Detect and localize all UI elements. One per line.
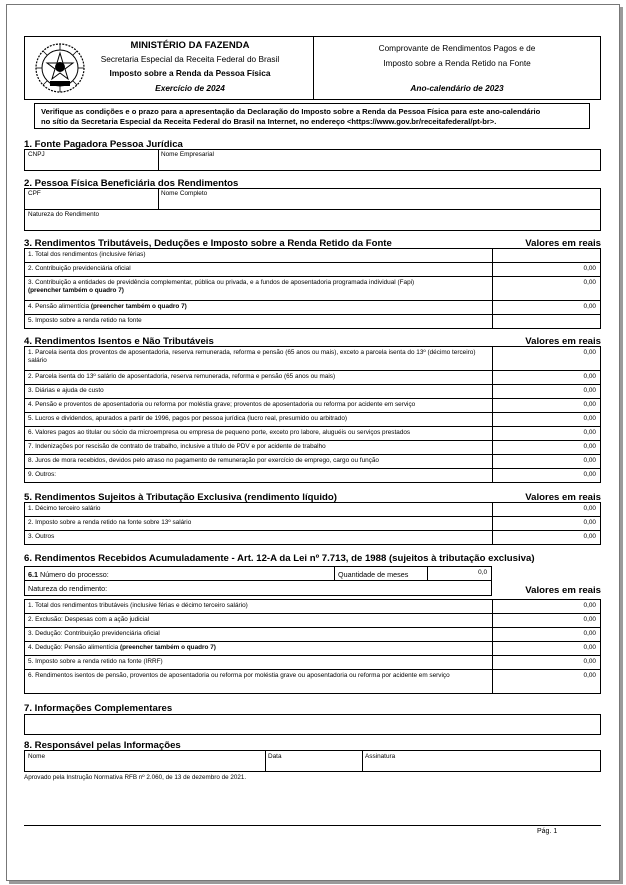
row-description-text: 8. Juros de mora recebidos, devidos pelo atraso no pagamento de remuneração por exercício de emprego, cargo ou função (28, 457, 379, 464)
row-value: 0,00 (583, 672, 596, 679)
value-column-divider (492, 454, 493, 469)
row-value: 0,00 (583, 279, 596, 286)
row-description (28, 373, 490, 381)
exercise-year: Exercício de 2024 (155, 83, 225, 93)
table-row (24, 262, 601, 277)
table-row (24, 314, 601, 329)
value-column-divider (492, 412, 493, 427)
table-row (24, 502, 601, 517)
row-value: 0,00 (583, 443, 596, 450)
tax-name: Imposto sobre a Renda da Pessoa Física (109, 68, 271, 78)
full-name-label: Nome Completo (161, 190, 208, 197)
row-description (28, 672, 490, 680)
row-description-text: 6. Rendimentos isentos de pensão, proventos de aposentadoria ou reforma por moléstia grave ou aposentadoria ou reforma por acidente em serviço (28, 672, 450, 679)
row-description-text: 2. Exclusão: Despesas com a ação judicial (28, 616, 150, 623)
value-column-divider (492, 370, 493, 385)
section7-title: 7. Informações Complementares (24, 703, 173, 714)
row-description (28, 317, 490, 325)
table-row (24, 398, 601, 413)
table-row (24, 641, 601, 656)
row-description (28, 519, 490, 527)
row-value: 0,00 (583, 616, 596, 623)
section4-values-header: Valores em reais (525, 336, 601, 347)
value-column-divider (492, 530, 493, 545)
row-description (28, 616, 490, 624)
value-column-divider (492, 655, 493, 670)
process-box (24, 566, 492, 581)
months-value: 0,0 (478, 569, 487, 576)
row-description-text: 5. Lucros e dividendos, apurados a partir de 1996, pagos por pessoa jurídica (lucro real, presumido ou arbitrado) (28, 415, 348, 422)
row-description-text: 1. Total dos rendimentos tributáveis (inclusive férias e décimo terceiro salário) (28, 602, 248, 609)
cpf-label: CPF (28, 190, 41, 197)
income-nature-box (24, 209, 601, 231)
value-column-divider (492, 314, 493, 329)
row-description-text: 5. Imposto sobre a renda retido na fonte (IRRF) (28, 658, 163, 665)
row-value: 0,00 (583, 457, 596, 464)
row-description (28, 265, 490, 273)
table-row (24, 384, 601, 399)
calendar-year: Ano-calendário de 2023 (410, 83, 504, 93)
notice-box (34, 103, 590, 129)
responsible-name-label: Nome (28, 753, 46, 760)
row-description (28, 602, 490, 610)
row-description-note: (preencher também o quadro 7) (90, 303, 187, 310)
row-description (28, 303, 490, 311)
company-name-label: Nome Empresarial (161, 151, 214, 158)
section5-values-header: Valores em reais (525, 492, 601, 503)
row-description (28, 429, 490, 437)
section3-title: 3. Rendimentos Tributáveis, Deduções e Imposto sobre a Renda Retido da Fonte (24, 238, 392, 249)
row-description-text: 7. Indenizações por rescisão de contrato de trabalho, inclusive a título de PDV e por acidente de trabalho (28, 443, 326, 450)
row-description-text: 6. Valores pagos ao titular ou sócio da microempresa ou empresa de pequeno porte, exceto pro labore, aluguéis ou serviços prestados (28, 429, 411, 436)
row-value: 0,00 (583, 401, 596, 408)
section1-box (24, 149, 601, 171)
header-right-box (313, 36, 601, 100)
value-column-divider (492, 613, 493, 628)
approval-note: Aprovado pela Instrução Normativa RFB nº 2.060, de 13 de dezembro de 2021. (24, 774, 247, 781)
value-column-divider (492, 398, 493, 413)
row-description-text: 9. Outros: (28, 471, 57, 478)
row-description (28, 443, 490, 451)
section3-values-header: Valores em reais (525, 238, 601, 249)
row-description-text: 2. Imposto sobre a renda retido na fonte sobre 13º salário (28, 519, 192, 526)
table-row (24, 426, 601, 441)
row-description-text: 4. Pensão alimentícia (28, 303, 91, 310)
row-description (28, 505, 490, 513)
row-description-text: 4. Dedução: Pensão alimentícia (28, 644, 121, 651)
row-value: 0,00 (583, 505, 596, 512)
row-value: 0,00 (583, 533, 596, 540)
process-number: 6.1 (28, 570, 38, 579)
row-description (28, 349, 490, 365)
row-value: 0,00 (583, 519, 596, 526)
ministry-name: MINISTÉRIO DA FAZENDA (130, 40, 250, 51)
value-column-divider (492, 426, 493, 441)
row-value: 0,00 (583, 303, 596, 310)
table-row (24, 248, 601, 263)
row-description-text: 3. Diárias e ajuda de custo (28, 387, 104, 394)
table-row (24, 412, 601, 427)
value-column-divider (492, 248, 493, 263)
row-description (28, 251, 490, 259)
row-value: 0,00 (583, 644, 596, 651)
document-title-line2: Imposto sobre a Renda Retido na Fonte (383, 58, 531, 68)
income-nature-6-box (24, 580, 492, 596)
value-column-divider (492, 669, 493, 694)
row-description-text: 3. Outros (28, 533, 55, 540)
months-label: Quantidade de meses (338, 570, 409, 579)
table-row (24, 370, 601, 385)
row-value: 0,00 (583, 630, 596, 637)
row-description (28, 457, 490, 465)
section1-title: 1. Fonte Pagadora Pessoa Jurídica (24, 139, 183, 150)
row-description (28, 401, 490, 409)
process-label: Número do processo: (38, 570, 109, 579)
row-description-text: 3. Contribuição a entidades de previdência complementar, pública ou privada, e a fundos de aposentadoria programada individual (Fapi) (28, 279, 415, 286)
header-left-box (24, 36, 314, 100)
table-row (24, 627, 601, 642)
value-column-divider (492, 627, 493, 642)
row-value: 0,00 (583, 349, 596, 356)
table-row (24, 613, 601, 628)
value-column-divider (492, 346, 493, 371)
value-column-divider (492, 300, 493, 315)
table-row (24, 516, 601, 531)
table-row (24, 440, 601, 455)
row-description (28, 415, 490, 423)
value-column-divider (492, 384, 493, 399)
section5-title: 5. Rendimentos Sujeitos à Tributação Exclusiva (rendimento líquido) (24, 492, 337, 503)
row-value: 0,00 (583, 429, 596, 436)
table-row (24, 669, 601, 694)
table-row (24, 346, 601, 371)
table-row (24, 530, 601, 545)
value-column-divider (492, 276, 493, 301)
footer-divider (24, 825, 601, 826)
row-description (28, 387, 490, 395)
row-value: 0,00 (583, 415, 596, 422)
row-value: 0,00 (583, 265, 596, 272)
row-value: 0,00 (583, 387, 596, 394)
row-description (28, 658, 490, 666)
section2-title: 2. Pessoa Física Beneficiária dos Rendimentos (24, 178, 239, 189)
value-column-divider (492, 440, 493, 455)
row-description-note: (preencher também o quadro 7) (120, 644, 216, 651)
table-row (24, 300, 601, 315)
value-column-divider (492, 599, 493, 614)
section8-title: 8. Responsável pelas Informações (24, 740, 181, 751)
complementary-info-box (24, 714, 601, 735)
date-label: Data (268, 753, 282, 760)
notice-line2: no sítio da Secretaria Especial da Receita Federal do Brasil na Internet, no endereço <https://www.gov.br/receitafederal/pt-br>. (41, 117, 497, 126)
row-value: 0,00 (583, 602, 596, 609)
row-description-text: 1. Total dos rendimentos (inclusive férias) (28, 251, 146, 258)
income-nature-label: Natureza do Rendimento (28, 211, 100, 218)
page-number: Pág. 1 (537, 828, 558, 835)
income-nature-6-label: Natureza do rendimento: (28, 584, 108, 593)
row-description (28, 644, 490, 652)
table-row (24, 599, 601, 614)
row-value: 0,00 (583, 471, 596, 478)
row-description-text: 2. Contribuição previdenciária oficial (28, 265, 131, 272)
section2-box (24, 188, 601, 210)
row-description-text: 1. Parcela isenta dos proventos de aposentadoria, reserva remunerada, reforma e pensão (65 anos ou mais), exceto a parcela isenta do 13º (décimo terceiro) salário (28, 349, 476, 364)
responsible-box (24, 750, 601, 772)
notice-line1: Verifique as condições e o prazo para a apresentação da Declaração do Imposto sobre a Renda da Pessoa Física para este ano-calendário (41, 107, 541, 116)
document-title-line1: Comprovante de Rendimentos Pagos e de (378, 43, 536, 53)
row-description (28, 533, 490, 541)
value-column-divider (492, 641, 493, 656)
value-column-divider (492, 516, 493, 531)
row-description-text: 1. Décimo terceiro salário (28, 505, 101, 512)
row-description-text: 4. Pensão e proventos de aposentadoria ou reforma por moléstia grave; proventos de aposentadoria ou reforma por acidente em serviço (28, 401, 416, 408)
secretariat-name: Secretaria Especial da Receita Federal do Brasil (100, 54, 280, 64)
section6-values-header: Valores em reais (525, 585, 601, 596)
row-description (28, 471, 490, 479)
table-row (24, 468, 601, 483)
value-column-divider (492, 502, 493, 517)
row-value: 0,00 (583, 658, 596, 665)
row-description-text: 3. Dedução: Contribuição previdenciária oficial (28, 630, 160, 637)
row-description (28, 630, 490, 638)
row-description-text: 2. Parcela isenta do 13º salário de aposentadoria, reserva remunerada, reforma e pensão (65 anos ou mais) (28, 373, 336, 380)
section4-title: 4. Rendimentos Isentos e Não Tributáveis (24, 336, 214, 347)
row-description (28, 279, 490, 295)
table-row (24, 276, 601, 301)
cnpj-label: CNPJ (28, 151, 45, 158)
section6-title: 6. Rendimentos Recebidos Acumuladamente - Art. 12-A da Lei nº 7.713, de 1988 (sujeitos à tributação exclusiva) (24, 553, 535, 564)
value-column-divider (492, 262, 493, 277)
row-value: 0,00 (583, 373, 596, 380)
row-description-note: (preencher também o quadro 7) (28, 287, 124, 294)
signature-label: Assinatura (365, 753, 396, 760)
table-row (24, 454, 601, 469)
table-row (24, 655, 601, 670)
value-column-divider (492, 468, 493, 483)
row-description-text: 5. Imposto sobre a renda retido na fonte (28, 317, 142, 324)
